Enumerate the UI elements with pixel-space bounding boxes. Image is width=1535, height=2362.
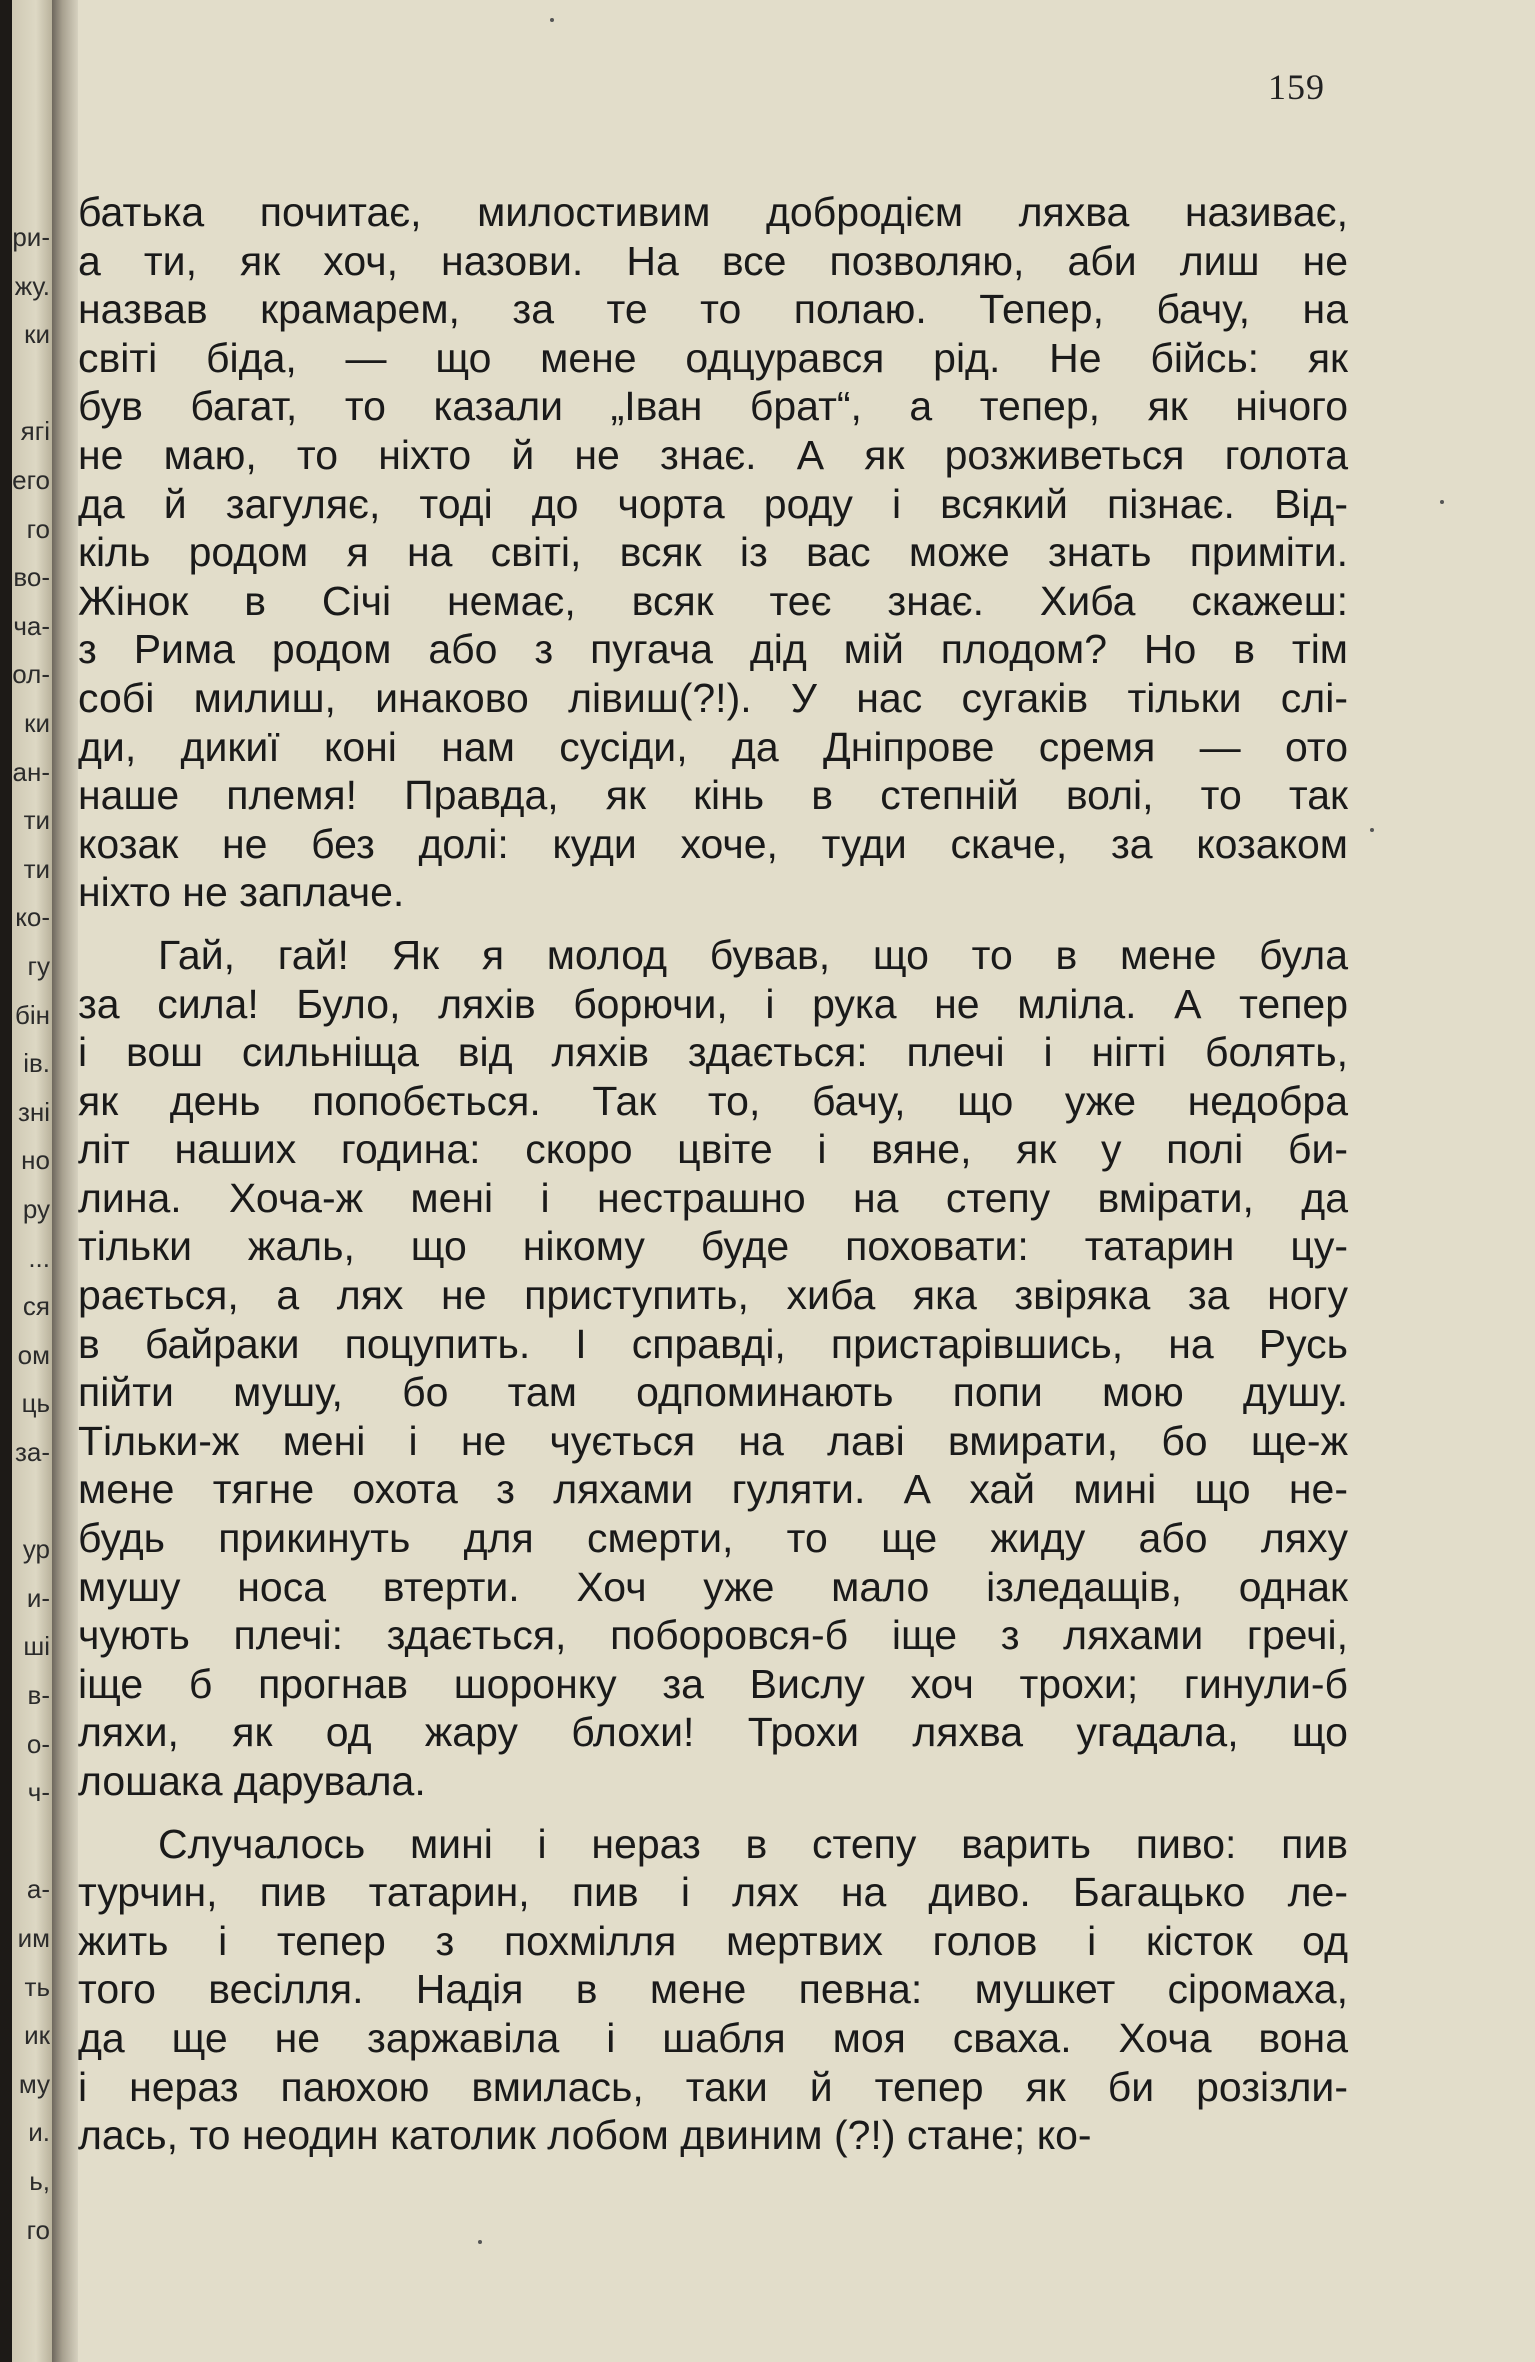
left-page-fragment: ти — [23, 805, 50, 836]
text-line: собі милиш, инаково лівиш(?!). У нас сугаків тільки слі- — [78, 674, 1348, 721]
text-line: ляхи, як од жару блохи! Трохи ляхва угадала, що — [78, 1709, 1348, 1756]
text-line: був багат, то казали „Іван брат“, а тепер, як нічого — [78, 383, 1348, 430]
text-line: ніхто не заплаче. — [78, 869, 405, 916]
left-page-fragment: го — [26, 2214, 50, 2245]
text-line: рається, а лях не приступить, хиба яка звіряка за ногу — [78, 1272, 1348, 1319]
text-line: мушу носа втерти. Хоч уже мало ізледащів, однак — [78, 1563, 1348, 1610]
text-line: Жінок в Січі немає, всяк теє знає. Хиба скажеш: — [78, 577, 1348, 624]
left-page-fragment: бін — [14, 999, 50, 1030]
text-line: лошака дарувала. — [78, 1758, 426, 1804]
left-page-fragment: ки — [24, 708, 50, 738]
left-page-fragment: и- — [26, 1582, 50, 1613]
left-page-fragment: ч- — [27, 1777, 50, 1808]
left-page-fragment: ші — [23, 1631, 50, 1662]
text-line: наше племя! Правда, як кінь в степній волі, то так — [78, 772, 1348, 819]
left-page-fragment: ся — [22, 1291, 50, 1322]
left-page-fragment: ки — [24, 319, 50, 350]
paper-speck — [550, 18, 554, 22]
text-line: турчин, пив татарин, пив і лях на диво. Багацько ле- — [78, 1869, 1348, 1916]
left-page-fragment: ць — [21, 1388, 50, 1419]
text-line: не маю, то ніхто й не знає. А як розживеться голота — [78, 431, 1348, 478]
text-line: Случалось мині і нераз в степу варить пиво: пив — [158, 1820, 1348, 1867]
left-page-strip — [12, 0, 52, 2362]
right-page — [78, 0, 1535, 2362]
paragraph — [78, 1820, 1348, 2160]
left-page-fragment: ти — [23, 853, 50, 884]
left-page-fragment: ... — [28, 1242, 50, 1273]
left-page-fragment: но — [21, 1145, 50, 1176]
paper-speck — [1370, 828, 1374, 832]
left-page-fragment: ь, — [29, 2166, 50, 2196]
paper-speck — [1440, 500, 1444, 504]
left-page-fragment: ри- — [12, 222, 50, 252]
left-page-fragment: о- — [26, 1728, 50, 1759]
text-line: козак не без долі: куди хоче, туди скаче, за козаком — [78, 820, 1348, 867]
text-line: а ти, як хоч, назови. На все позволяю, аби лиш не — [78, 237, 1348, 284]
left-page-fragment: его — [12, 465, 50, 495]
text-line: да й загуляє, тоді до чорта роду і всякий пізнає. Від- — [78, 480, 1348, 527]
text-line: світі біда, — що мене одцурався рід. Не бійсь: як — [78, 334, 1348, 381]
left-page-fragment: ур — [22, 1534, 50, 1565]
text-line: да ще не заржавіла і шабля моя сваха. Хоча вона — [78, 2014, 1348, 2061]
left-page-fragment: ан- — [12, 756, 50, 787]
text-line: чують плечі: здається, поборовся-б іще з ляхами гречі, — [78, 1612, 1348, 1659]
text-line: жить і тепер з похмілля мертвих голов і кісток од — [78, 1917, 1348, 1964]
left-page-fragment: во- — [13, 562, 50, 593]
paragraph — [78, 188, 1348, 917]
book-fold — [52, 0, 78, 2362]
text-line: ди, дикиї коні нам сусіди, да Дніпрове сремя — ото — [78, 723, 1348, 770]
text-line: іще б прогнав шоронку за Вислу хоч трохи; гинули-б — [78, 1660, 1348, 1707]
left-page-fragment: ом — [17, 1339, 50, 1370]
paragraph — [78, 931, 1348, 1806]
text-line: батька почитає, милостивим добродієм ляхва називає, — [78, 189, 1348, 235]
paper-speck — [478, 2240, 482, 2244]
book-edge — [0, 0, 12, 2362]
left-page-fragment: гу — [27, 951, 50, 981]
left-page-fragment: а- — [26, 1874, 50, 1905]
text-line: кіль родом я на світі, всяк із вас може знать приміти. — [78, 529, 1348, 576]
left-page-fragment: ть — [24, 1971, 50, 2002]
text-line: як день попобється. Так то, бачу, що уже недобра — [78, 1077, 1348, 1124]
text-line: тільки жаль, що нікому буде поховати: татарин цу- — [78, 1223, 1348, 1270]
left-page-fragment: зні — [17, 1096, 50, 1127]
left-page-fragment: го — [26, 513, 50, 544]
text-line: літ наших година: скоро цвіте і вяне, як у полі би- — [78, 1126, 1348, 1173]
text-line: будь прикинуть для смерти, то ще жиду або ляху — [78, 1515, 1348, 1562]
text-line: пійти мушу, бо там одпоминають попи мою душу. — [78, 1369, 1348, 1416]
page-number: 159 — [1268, 67, 1325, 107]
left-page-fragment: ів. — [23, 1048, 50, 1079]
text-line: в байраки поцупить. І справді, пристарівшись, на Русь — [78, 1320, 1348, 1367]
text-line: назвав крамарем, за те то полаю. Тепер, бачу, на — [78, 286, 1348, 333]
text-line: лась, то неодин католик лобом двиним (?!) стане; ко- — [78, 2112, 1092, 2159]
text-line: за сила! Було, ляхів борючи, і рука не мліла. А тепер — [78, 980, 1348, 1027]
text-line: мене тягне охота з ляхами гуляти. А хай мині що не- — [78, 1466, 1348, 1513]
text-line: Тільки-ж мені і не чується на лаві вмирати, бо ще-ж — [78, 1417, 1348, 1464]
text-line: і нераз паюхою вмилась, таки й тепер як би розізли- — [78, 2063, 1348, 2110]
left-page-fragment: ягі — [20, 416, 50, 447]
left-page-fragment: за- — [14, 1437, 50, 1467]
text-line: того весілля. Надія в мене певна: мушкет сіромаха, — [78, 1966, 1348, 2013]
left-page-fragment: жу. — [14, 270, 50, 301]
paragraph-gap — [78, 1806, 1348, 1820]
left-page-fragment: му — [18, 2068, 50, 2099]
left-page-fragment: им — [17, 1923, 50, 1953]
left-page-fragment: ол- — [12, 659, 50, 690]
left-page-fragment: ко- — [15, 902, 50, 933]
left-page-fragment: в- — [27, 1680, 50, 1710]
left-page-fragment: и. — [28, 2117, 50, 2148]
left-page-fragment: ча- — [13, 610, 50, 641]
text-line: з Рима родом або з пугача дід мій плодом? Но в тім — [78, 626, 1348, 673]
text-line: лина. Хоча-ж мені і нестрашно на степу вмірати, да — [78, 1174, 1348, 1221]
body-text — [78, 188, 1348, 2160]
text-line: і вош сильніща від ляхів здається: плечі і нігті болять, — [78, 1029, 1348, 1076]
left-page-fragment: ру — [22, 1194, 50, 1224]
paragraph-gap — [78, 917, 1348, 931]
text-line: Гай, гай! Як я молод бував, що то в мене була — [158, 931, 1348, 978]
left-page-fragment: ик — [24, 2020, 50, 2051]
